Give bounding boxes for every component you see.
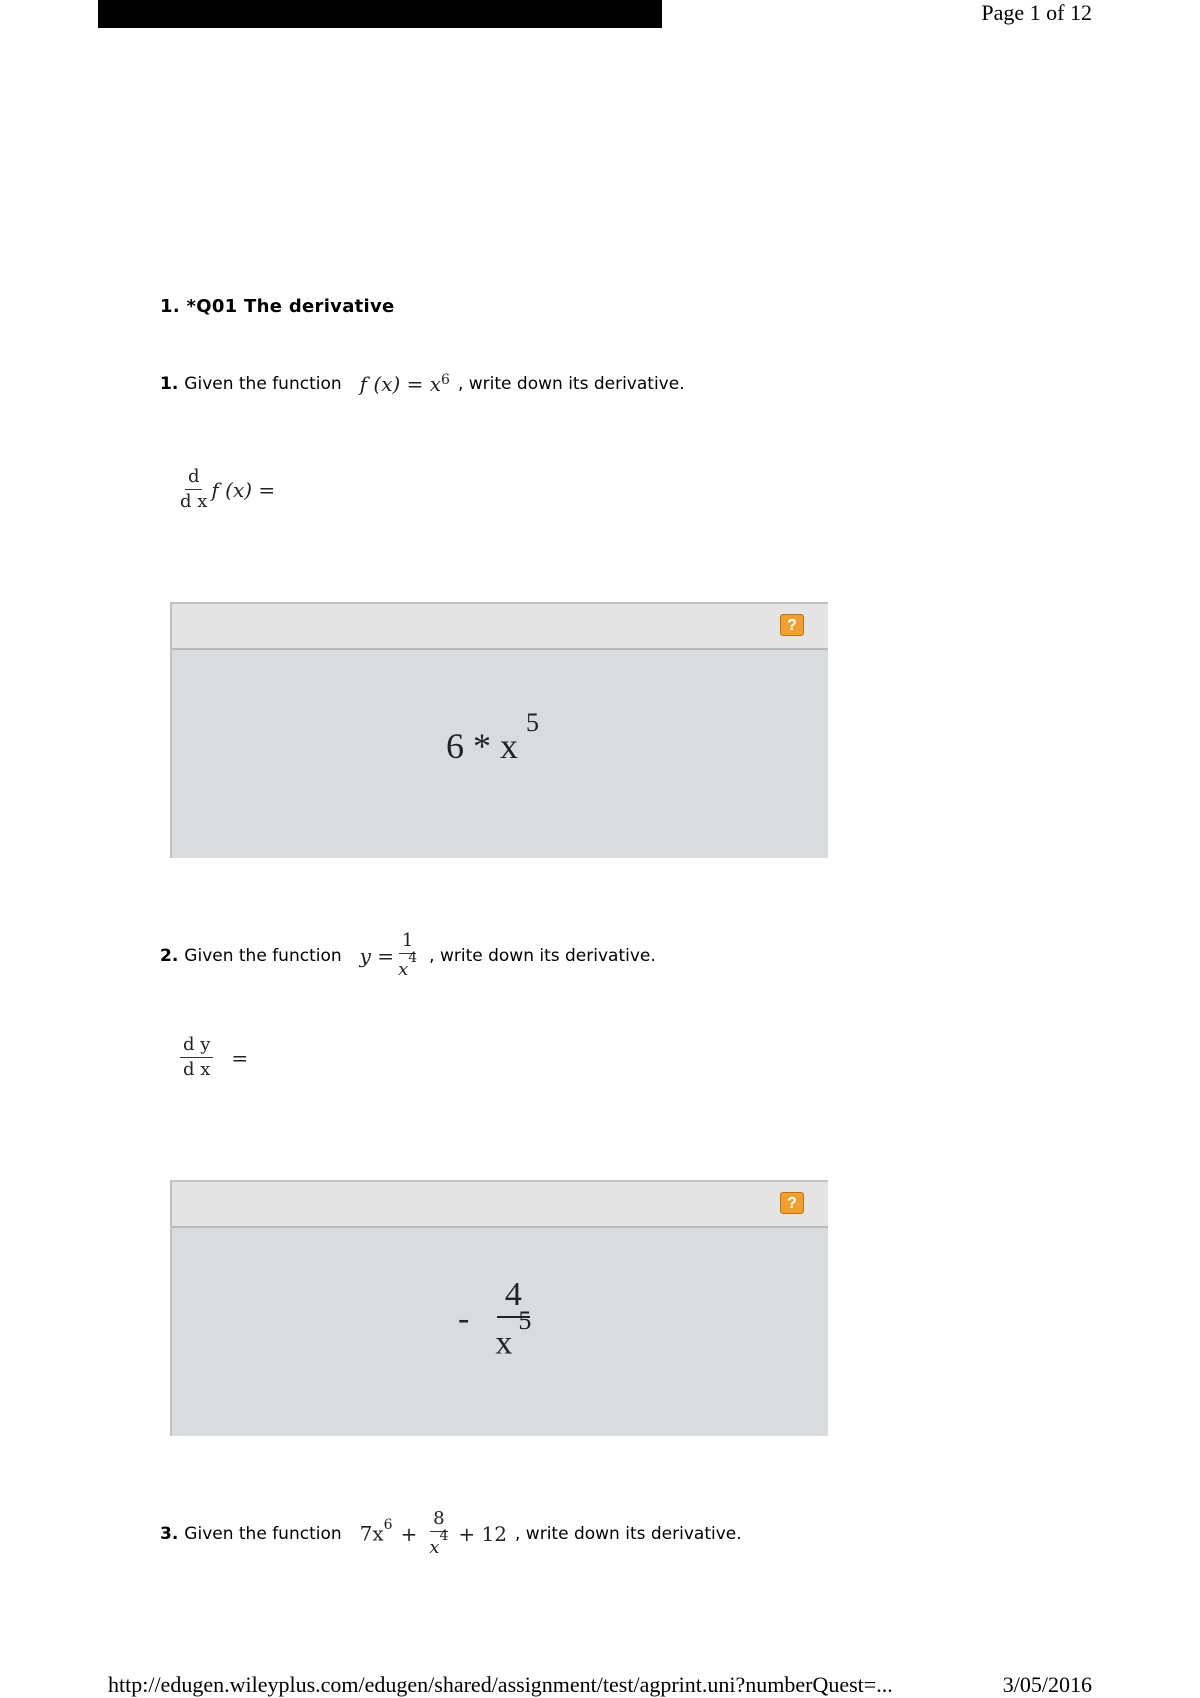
answer-box	[170, 1180, 828, 1436]
question-prefix: Given the function	[184, 1523, 342, 1544]
denominator-base: x	[495, 1324, 513, 1362]
fraction-denominator	[495, 1306, 532, 1362]
question-number: 3.	[160, 1523, 179, 1544]
question-number: 1.	[160, 374, 179, 394]
fraction-denominator: d x	[183, 1059, 211, 1080]
answer-sign: -	[458, 1300, 470, 1338]
fraction-denominator: d x	[180, 491, 208, 512]
page-number: Page 1 of 12	[981, 0, 1092, 25]
math-fraction	[398, 932, 417, 979]
help-icon[interactable]: ?	[780, 614, 804, 636]
function-expression	[360, 372, 450, 396]
question-suffix: , write down its derivative.	[515, 1523, 742, 1544]
derivative-fraction	[180, 468, 207, 511]
derivative-label	[176, 468, 275, 511]
derivative-label	[176, 1036, 248, 1079]
answer-body	[172, 650, 828, 860]
question-suffix: , write down its derivative.	[457, 374, 685, 394]
fraction-numerator: 1	[399, 932, 416, 954]
fraction-denominator	[398, 950, 418, 980]
answer-box-header	[172, 604, 828, 650]
math-rest: + 12	[458, 1521, 507, 1546]
math-fraction	[429, 1510, 448, 1557]
answer-box-header	[172, 1182, 828, 1228]
fraction-numerator: 8	[430, 1510, 447, 1532]
answer-fraction	[495, 1278, 531, 1360]
answer-exponent: 5	[526, 708, 539, 737]
math-exponent: 6	[441, 372, 450, 388]
question-1	[160, 372, 685, 396]
function-expression	[360, 932, 422, 979]
answer-expression	[458, 1278, 535, 1360]
fraction-denominator	[429, 1528, 449, 1558]
question-2	[160, 932, 656, 979]
footer-date: 3/05/2016	[1002, 1672, 1092, 1697]
denominator-exponent: 5	[518, 1306, 532, 1335]
derivative-rhs: =	[231, 1045, 249, 1070]
question-number: 2.	[160, 945, 179, 966]
answer-expression	[446, 708, 539, 767]
term-exponent: 6	[383, 1517, 393, 1534]
fraction-numerator: 4	[497, 1278, 530, 1318]
denominator-base: x	[429, 1537, 440, 1558]
derivative-fraction	[180, 1036, 213, 1079]
math-lhs: f (x) = x	[359, 372, 442, 396]
function-expression	[360, 1510, 507, 1557]
section-title: 1. *Q01 The derivative	[160, 296, 395, 317]
answer-base: 6 * x	[446, 726, 518, 766]
help-icon[interactable]: ?	[780, 1192, 804, 1214]
term-base: 7x	[359, 1521, 384, 1546]
answer-box	[170, 602, 828, 858]
question-suffix: , write down its derivative.	[429, 945, 656, 966]
denominator-exponent: 4	[439, 1528, 449, 1544]
denominator-exponent: 4	[408, 950, 418, 966]
denominator-base: x	[398, 959, 409, 980]
answer-body	[172, 1228, 828, 1438]
math-lhs: y =	[359, 943, 395, 968]
footer-url: http://edugen.wileyplus.com/edugen/shared/assignment/test/agprint.uni?numberQuest=...	[108, 1672, 893, 1697]
math-plus: +	[400, 1521, 418, 1546]
question-prefix: Given the function	[184, 945, 342, 966]
fraction-numerator: d	[185, 468, 203, 490]
fraction-numerator: d y	[180, 1036, 213, 1058]
math-term-1	[359, 1517, 393, 1546]
question-3	[160, 1510, 742, 1557]
question-prefix: Given the function	[184, 374, 342, 394]
derivative-rhs: f (x) =	[211, 477, 276, 502]
redacted-header-bar	[98, 0, 662, 28]
